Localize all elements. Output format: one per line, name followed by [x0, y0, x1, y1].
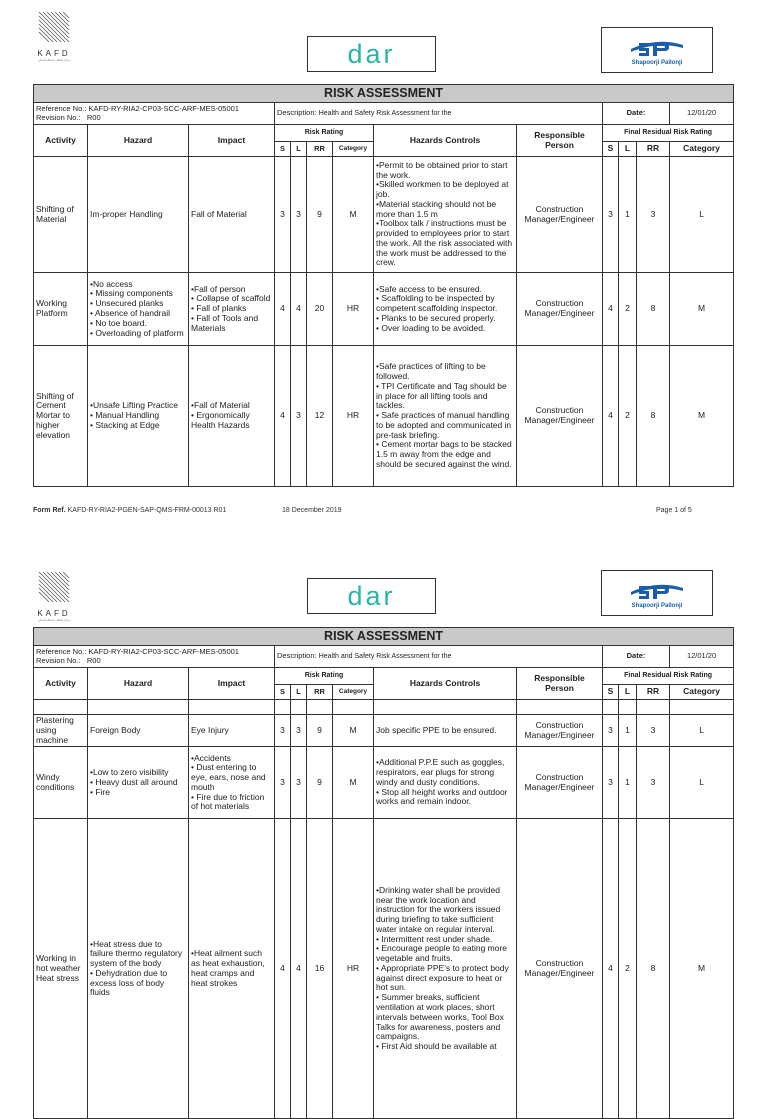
l-score: 3 — [291, 747, 307, 819]
col-final-s: S — [603, 142, 619, 157]
col-risk-rating: Risk Rating — [275, 668, 374, 685]
activity-cell: Working Platform — [34, 273, 88, 346]
s-score: 4 — [275, 273, 291, 346]
reference-cell — [34, 646, 275, 668]
col-responsible-person: Responsible Person — [517, 125, 603, 157]
kafd-logo — [34, 8, 74, 62]
hazard-cell: •Unsafe Lifting Practice • Manual Handling • Stacking at Edge — [88, 346, 189, 487]
risk-assessment-table — [33, 84, 734, 487]
shapoorji-pallonji-logo — [601, 27, 713, 73]
final-category-cell: L — [670, 157, 734, 273]
final-s-score: 4 — [603, 819, 619, 1119]
document-page-2 — [0, 560, 768, 1052]
s-score: 3 — [275, 747, 291, 819]
activity-cell: Shifting of Material — [34, 157, 88, 273]
col-activity: Activity — [34, 125, 88, 157]
final-rr-score: 8 — [637, 346, 670, 487]
impact-cell: •Accidents • Dust entering to eye, ears, nose and mouth • Fire due to friction of hot materials — [189, 747, 275, 819]
col-risk-rating: Risk Rating — [275, 125, 374, 142]
final-l-score: 2 — [619, 819, 637, 1119]
col-final-category: Category — [670, 142, 734, 157]
table-title: RISK ASSESSMENT — [34, 85, 734, 103]
reference-number: Reference No.: KAFD-RY-RIA2-CP03-SCC-ARF-MES-05001 — [36, 646, 239, 656]
col-s: S — [275, 142, 291, 157]
hazards-controls-cell: •Additional P.P.E such as goggles, respirators, ear plugs for strong windy and dusty conditions. • Stop all height works and outdoor works and remain indoor. — [374, 747, 517, 819]
page2-rows — [34, 715, 734, 1119]
risk-row — [34, 273, 734, 346]
shapoorji-pallonji-logo — [601, 570, 713, 616]
final-s-score: 3 — [603, 715, 619, 747]
impact-cell: •Fall of person • Collapse of scaffold • Fall of planks • Fall of Tools and Materials — [189, 273, 275, 346]
responsible-person-cell: Construction Manager/Engineer — [517, 715, 603, 747]
impact-cell: Eye Injury — [189, 715, 275, 747]
col-final-residual: Final Residual Risk Rating — [603, 125, 734, 142]
col-hazards-controls: Hazards Controls — [374, 668, 517, 700]
risk-row — [34, 346, 734, 487]
col-hazards-controls: Hazards Controls — [374, 125, 517, 157]
s-score: 3 — [275, 157, 291, 273]
col-rr: RR — [307, 685, 333, 700]
final-category-cell: L — [670, 715, 734, 747]
s-score: 4 — [275, 819, 291, 1119]
final-rr-score: 3 — [637, 715, 670, 747]
kafd-logo-text: KAFD — [37, 609, 71, 618]
col-category: Category — [333, 685, 374, 700]
responsible-person-cell: Construction Manager/Engineer — [517, 819, 603, 1119]
final-rr-score: 8 — [637, 819, 670, 1119]
activity-cell: Plastering using machine — [34, 715, 88, 747]
col-impact: Impact — [189, 125, 275, 157]
risk-assessment-table — [33, 627, 734, 1119]
responsible-person-cell: Construction Manager/Engineer — [517, 346, 603, 487]
risk-row — [34, 715, 734, 747]
final-s-score: 4 — [603, 346, 619, 487]
col-impact: Impact — [189, 668, 275, 700]
risk-row — [34, 747, 734, 819]
hazards-controls-cell: •Safe practices of lifting to be followed. • TPI Certificate and Tag should be in place for all lifting tools and tackles. • Safe practices of manual handling to be adopted and communicated in pre-task briefing. • Cement mortar bags to be stacked 1.5 m away from the edge and should be secured against the wind. — [374, 346, 517, 487]
final-rr-score: 8 — [637, 273, 670, 346]
l-score: 3 — [291, 715, 307, 747]
final-s-score: 3 — [603, 747, 619, 819]
impact-cell: Fall of Material — [189, 157, 275, 273]
final-s-score: 3 — [603, 157, 619, 273]
final-category-cell: M — [670, 346, 734, 487]
activity-cell: Shifting of Cement Mortar to higher elevation — [34, 346, 88, 487]
hazard-cell: •Low to zero visibility • Heavy dust all around • Fire — [88, 747, 189, 819]
col-final-l: L — [619, 685, 637, 700]
page-number: Page 1 of 5 — [656, 507, 692, 514]
date-value: 12/01/20 — [670, 103, 734, 125]
dar-logo-text: dar — [347, 38, 396, 69]
col-final-rr: RR — [637, 685, 670, 700]
activity-cell: Windy conditions — [34, 747, 88, 819]
final-category-cell: L — [670, 747, 734, 819]
kafd-logo-text: KAFD — [37, 49, 71, 58]
col-hazard: Hazard — [88, 125, 189, 157]
responsible-person-cell: Construction Manager/Engineer — [517, 747, 603, 819]
impact-cell: •Heat ailment such as heat exhaustion, heat cramps and heat strokes — [189, 819, 275, 1119]
l-score: 4 — [291, 273, 307, 346]
kafd-logo-tagline: مركز الملك عبدالله المالي — [37, 618, 71, 622]
risk-row — [34, 819, 734, 1119]
kafd-logo — [34, 568, 74, 622]
category-cell: M — [333, 715, 374, 747]
revision-number: Revision No.: R00 — [36, 112, 101, 122]
category-cell: HR — [333, 346, 374, 487]
rr-score: 9 — [307, 157, 333, 273]
responsible-person-cell: Construction Manager/Engineer — [517, 157, 603, 273]
risk-row — [34, 157, 734, 273]
col-category: Category — [333, 142, 374, 157]
final-rr-score: 3 — [637, 747, 670, 819]
rr-score: 12 — [307, 346, 333, 487]
sp-emblem-icon — [627, 35, 687, 59]
col-activity: Activity — [34, 668, 88, 700]
reference-number: Reference No.: KAFD-RY-RIA2-CP03-SCC-ARF-MES-05001 — [36, 103, 239, 113]
col-s: S — [275, 685, 291, 700]
responsible-person-cell: Construction Manager/Engineer — [517, 273, 603, 346]
final-l-score: 1 — [619, 715, 637, 747]
description-cell — [275, 103, 603, 125]
l-score: 4 — [291, 819, 307, 1119]
final-l-score: 2 — [619, 273, 637, 346]
rr-score: 20 — [307, 273, 333, 346]
col-responsible-person: Responsible Person — [517, 668, 603, 700]
sp-logo-text: Shapoorji Pallonji — [631, 602, 683, 609]
form-reference: Form Ref. KAFD-RY-RIA2-PGEN-SAP-QMS-FRM-00013 R01 — [33, 507, 227, 514]
kafd-emblem-icon — [37, 568, 71, 608]
l-score: 3 — [291, 157, 307, 273]
col-l: L — [291, 142, 307, 157]
kafd-logo-tagline: مركز الملك عبدالله المالي — [37, 58, 71, 62]
col-hazard: Hazard — [88, 668, 189, 700]
s-score: 4 — [275, 346, 291, 487]
hazard-cell: Foreign Body — [88, 715, 189, 747]
kafd-emblem-icon — [37, 8, 71, 48]
table-title: RISK ASSESSMENT — [34, 628, 734, 646]
impact-cell: •Fall of Material • Ergonomically Health Hazards — [189, 346, 275, 487]
description-label: Description: — [277, 650, 317, 660]
hazards-controls-cell: •Safe access to be ensured. • Scaffolding to be inspected by competent scaffolding inspector. • Planks to be secured properly. • Over loading to be avoided. — [374, 273, 517, 346]
reference-cell — [34, 103, 275, 125]
col-l: L — [291, 685, 307, 700]
activity-cell: Working in hot weather Heat stress — [34, 819, 88, 1119]
page1-rows — [34, 157, 734, 487]
hazard-cell: •No access • Missing components • Unsecured planks • Absence of handrail • No toe board. • Overloading of platform — [88, 273, 189, 346]
dar-logo — [307, 36, 436, 72]
final-l-score: 2 — [619, 346, 637, 487]
rr-score: 9 — [307, 747, 333, 819]
sp-emblem-icon — [627, 578, 687, 602]
document-page-1 — [0, 0, 768, 540]
dar-logo — [307, 578, 436, 614]
final-category-cell: M — [670, 273, 734, 346]
description-value: Health and Safety Risk Assessment for the — [318, 652, 452, 660]
revision-number: Revision No.: R00 — [36, 655, 101, 665]
col-final-l: L — [619, 142, 637, 157]
category-cell: M — [333, 157, 374, 273]
s-score: 3 — [275, 715, 291, 747]
category-cell: HR — [333, 273, 374, 346]
l-score: 3 — [291, 346, 307, 487]
date-label: Date: — [603, 646, 670, 668]
dar-logo-text: dar — [347, 580, 396, 611]
final-s-score: 4 — [603, 273, 619, 346]
final-category-cell: M — [670, 819, 734, 1119]
hazard-cell: Im-proper Handling — [88, 157, 189, 273]
hazard-cell: •Heat stress due to failure thermo regulatory system of the body • Dehydration due to excess loss of body fluids — [88, 819, 189, 1119]
rr-score: 9 — [307, 715, 333, 747]
final-l-score: 1 — [619, 157, 637, 273]
final-rr-score: 3 — [637, 157, 670, 273]
description-cell — [275, 646, 603, 668]
footer-date: 18 December 2019 — [282, 507, 342, 514]
col-final-s: S — [603, 685, 619, 700]
date-label: Date: — [603, 103, 670, 125]
blank-spacer-row — [34, 700, 734, 715]
hazards-controls-cell: Job specific PPE to be ensured. — [374, 715, 517, 747]
sp-logo-text: Shapoorji Pallonji — [631, 59, 683, 66]
category-cell: HR — [333, 819, 374, 1119]
col-final-rr: RR — [637, 142, 670, 157]
col-final-residual: Final Residual Risk Rating — [603, 668, 734, 685]
rr-score: 16 — [307, 819, 333, 1119]
col-final-category: Category — [670, 685, 734, 700]
date-value: 12/01/20 — [670, 646, 734, 668]
col-rr: RR — [307, 142, 333, 157]
description-value: Health and Safety Risk Assessment for the — [318, 109, 452, 117]
category-cell: M — [333, 747, 374, 819]
hazards-controls-cell: •Drinking water shall be provided near the work location and instruction for the workers issued during briefing to take sufficient water intake on regular interval. • Intermittent rest under shade. • Encourage people to eating more vegetable and fruits. • Appropriate PPE’s to protect body against direct exposure to heat or hot sun. • Summer breaks, sufficient ventilation at work places, short intervals between works, Tool Box Talks for awareness, posters and campaigns. • First Aid should be available at — [374, 819, 517, 1119]
description-label: Description: — [277, 107, 317, 117]
final-l-score: 1 — [619, 747, 637, 819]
hazards-controls-cell: •Permit to be obtained prior to start the work. •Skilled workmen to be deployed at job. •Material stacking should not be more than 1.5 m •Toolbox talk / instructions must be provided to employees prior to start the work. All the risk associated with the work must be addressed to the crew. — [374, 157, 517, 273]
